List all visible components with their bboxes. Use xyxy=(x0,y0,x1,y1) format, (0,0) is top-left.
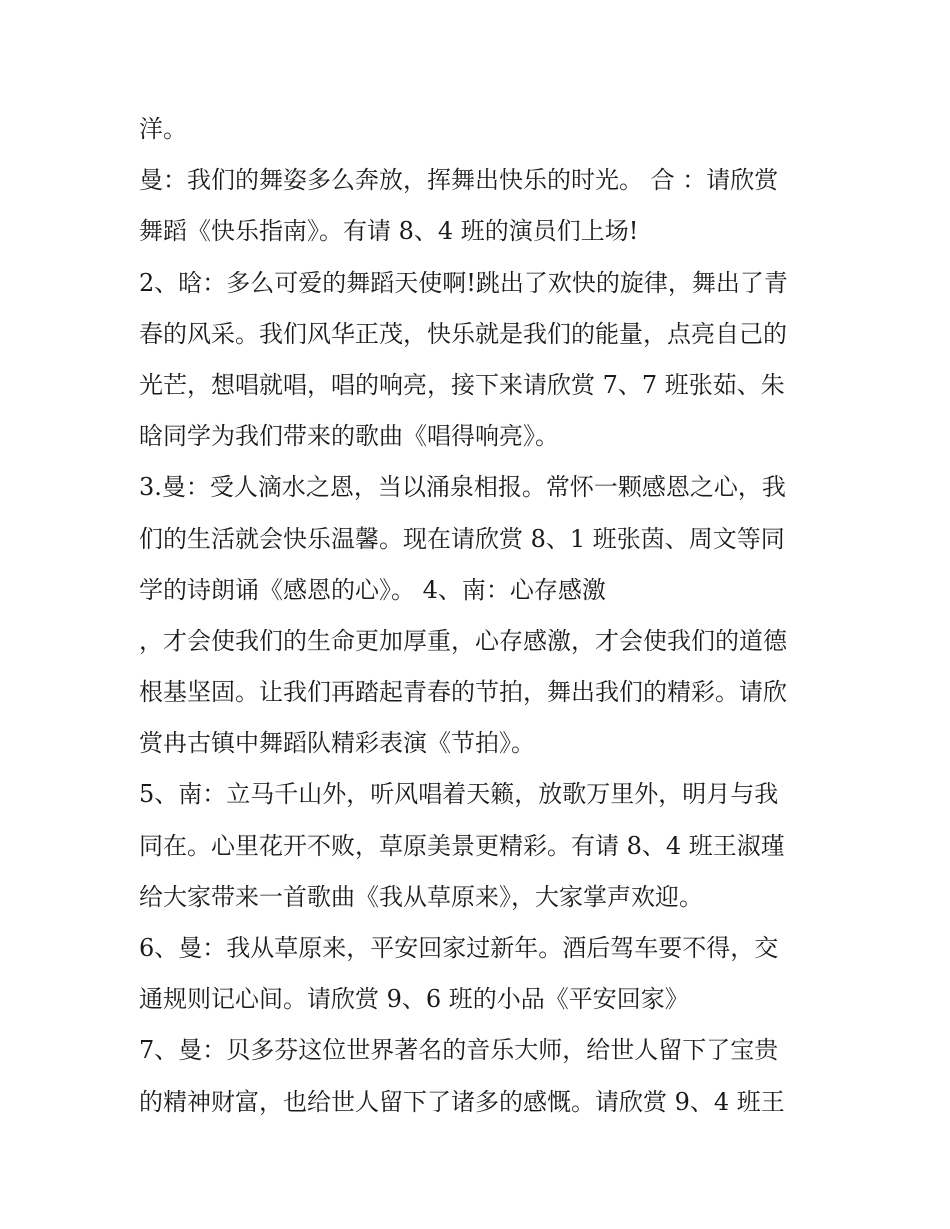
text-line: 赏冉古镇中舞蹈队精彩表演《节拍》。 xyxy=(139,729,535,758)
text-line: 舞蹈《快乐指南》。有请 8、4 班的演员们上场! xyxy=(139,217,639,246)
text-line: 洋。 xyxy=(139,115,187,143)
text-line: 春的风采。我们风华正茂，快乐就是我们的能量，点亮自己的 xyxy=(139,319,787,348)
text-line: 的精神财富，也给世人留下了诸多的感慨。请欣赏 9、4 班王 xyxy=(139,1087,785,1116)
text-line: 通规则记心间。请欣赏 9、6 班的小品《平安回家》 xyxy=(139,985,689,1014)
text-line: 光芒，想唱就唱，唱的响亮，接下来请欣赏 7、7 班张茹、朱 xyxy=(139,370,785,399)
text-line: 学的诗朗诵《感恩的心》。 4、南：心存感激 xyxy=(139,575,606,604)
text-line: 曼：我们的舞姿多么奔放，挥舞出快乐的时光。 合 ：请欣赏 xyxy=(139,166,779,195)
document-body xyxy=(139,106,839,1130)
text-line: 3.曼：受人滴水之恩，当以涌泉相报。常怀一颗感恩之心，我 xyxy=(139,473,786,502)
text-line: 5、南：立马千山外，听风唱着天籁，放歌万里外，明月与我 xyxy=(139,780,779,809)
text-line: 们的生活就会快乐温馨。现在请欣赏 8、1 班张茵、周文等同 xyxy=(139,524,785,553)
text-line: ，才会使我们的生命更加厚重，心存感激，才会使我们的道德 xyxy=(139,626,787,655)
text-line: 6、曼：我从草原来，平安回家过新年。酒后驾车要不得，交 xyxy=(139,934,779,962)
text-line: 7、曼：贝多芬这位世界著名的音乐大师，给世人留下了宝贵 xyxy=(139,1036,779,1065)
text-line: 根基坚固。让我们再踏起青春的节拍，舞出我们的精彩。请欣 xyxy=(139,678,787,707)
text-line: 同在。心里花开不败，草原美景更精彩。有请 8、4 班王淑瑾 xyxy=(139,831,785,860)
text-line: 2、晗：多么可爱的舞蹈天使啊!跳出了欢快的旋律，舞出了青 xyxy=(139,268,788,297)
text-line: 晗同学为我们带来的歌曲《唱得响亮》。 xyxy=(139,422,559,451)
text-line: 给大家带来一首歌曲《我从草原来》，大家掌声欢迎。 xyxy=(139,882,703,911)
